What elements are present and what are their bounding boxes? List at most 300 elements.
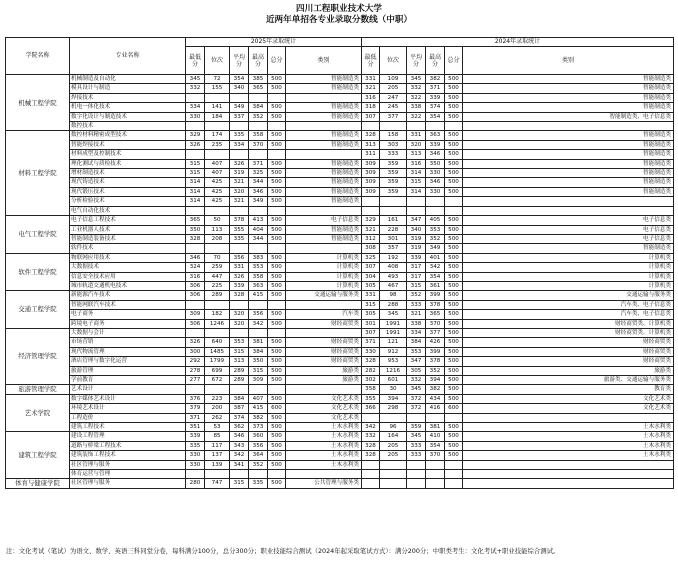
score-cell: 319 <box>230 169 249 178</box>
table-row <box>6 187 674 196</box>
score-cell: 347 <box>407 216 426 225</box>
score-cell: 339 <box>426 93 445 102</box>
score-cell: 426 <box>426 338 445 347</box>
category-cell <box>463 122 674 131</box>
score-cell: 363 <box>249 281 268 290</box>
score-cell <box>445 470 463 479</box>
score-cell: 350 <box>249 357 268 366</box>
score-cell <box>205 300 230 309</box>
score-cell: 339 <box>230 281 249 290</box>
score-cell: 500 <box>268 159 286 168</box>
score-cell: 289 <box>230 376 249 385</box>
category-cell: 计算机类 <box>463 263 674 272</box>
category-cell <box>463 413 674 422</box>
table-row <box>6 75 674 84</box>
score-cell <box>445 122 463 131</box>
subheader-2025-3: 最高分 <box>249 47 268 75</box>
score-cell: 98 <box>380 291 407 300</box>
score-cell: 332 <box>362 432 380 441</box>
category-cell <box>463 479 674 488</box>
major-cell: 艺术设计 <box>70 385 186 394</box>
score-cell: 500 <box>445 234 463 243</box>
score-cell <box>249 122 268 131</box>
score-cell: 331 <box>230 263 249 272</box>
category-cell: 文化艺术类 <box>463 394 674 403</box>
score-cell <box>230 206 249 215</box>
score-cell: 330 <box>362 347 380 356</box>
score-cell: 330 <box>426 187 445 196</box>
score-cell: 328 <box>230 291 249 300</box>
score-cell <box>249 300 268 309</box>
category-cell: 智能制造类 <box>463 244 674 253</box>
score-cell: 378 <box>426 300 445 309</box>
score-cell: 346 <box>426 150 445 159</box>
table-row <box>6 272 674 281</box>
score-cell: 309 <box>362 169 380 178</box>
major-cell: 工程造价 <box>70 413 186 422</box>
score-cell: 338 <box>407 319 426 328</box>
score-cell: 320 <box>230 310 249 319</box>
score-cell: 341 <box>230 460 249 469</box>
score-cell: 331 <box>407 131 426 140</box>
score-cell <box>230 150 249 159</box>
score-cell: 289 <box>205 291 230 300</box>
category-cell: 土木水利类 <box>463 441 674 450</box>
score-cell: 356 <box>249 441 268 450</box>
table-row <box>6 291 674 300</box>
score-cell: 355 <box>230 225 249 234</box>
category-cell: 智能制造类 <box>286 178 362 187</box>
score-cell: 500 <box>268 479 286 488</box>
score-cell: 325 <box>249 169 268 178</box>
score-cell: 344 <box>249 178 268 187</box>
score-cell <box>249 244 268 253</box>
score-cell: 315 <box>230 347 249 356</box>
score-cell: 500 <box>445 112 463 121</box>
category-cell: 智能制造类 <box>463 75 674 84</box>
table-row <box>6 84 674 93</box>
score-cell: 500 <box>268 75 286 84</box>
score-cell: 500 <box>445 150 463 159</box>
major-cell: 机械制造及自动化 <box>70 75 186 84</box>
score-cell: 326 <box>230 272 249 281</box>
score-cell: 321 <box>362 225 380 234</box>
score-cell <box>362 460 380 469</box>
major-cell: 电子信息工程技术 <box>70 216 186 225</box>
score-cell <box>380 460 407 469</box>
category-cell: 土木水利类 <box>286 432 362 441</box>
category-cell: 旅游类 <box>286 376 362 385</box>
score-cell: 500 <box>268 103 286 112</box>
score-cell: 317 <box>407 263 426 272</box>
score-cell <box>186 244 205 253</box>
score-cell: 500 <box>445 319 463 328</box>
category-cell: 交通运输与服务类 <box>463 291 674 300</box>
score-cell: 346 <box>186 253 205 262</box>
category-cell: 交通运输与服务类 <box>286 291 362 300</box>
score-cell: 500 <box>445 253 463 262</box>
score-cell: 314 <box>407 169 426 178</box>
score-cell: 372 <box>407 394 426 403</box>
score-cell: 416 <box>426 404 445 413</box>
category-cell: 土木水利类 <box>286 423 362 432</box>
score-cell: 309 <box>362 187 380 196</box>
score-cell: 278 <box>186 366 205 375</box>
score-cell: 137 <box>205 451 230 460</box>
score-cell: 500 <box>268 366 286 375</box>
score-cell: 359 <box>380 178 407 187</box>
score-cell: 500 <box>268 197 286 206</box>
score-cell <box>268 150 286 159</box>
subheader-2025-5: 类别 <box>286 47 362 75</box>
score-cell <box>186 300 205 309</box>
score-cell: 415 <box>249 291 268 300</box>
score-cell <box>230 470 249 479</box>
table-row <box>6 347 674 356</box>
score-cell: 349 <box>230 103 249 112</box>
major-cell: 理化测试与质检技术 <box>70 159 186 168</box>
major-cell: 旅游管理 <box>70 366 186 375</box>
score-cell: 500 <box>445 187 463 196</box>
score-cell: 382 <box>426 75 445 84</box>
score-cell <box>445 413 463 422</box>
score-cell: 334 <box>407 328 426 337</box>
score-cell <box>362 479 380 488</box>
score-cell: 359 <box>380 169 407 178</box>
score-cell <box>407 122 426 131</box>
score-cell: 360 <box>249 432 268 441</box>
score-cell: 332 <box>407 84 426 93</box>
table-row <box>6 253 674 262</box>
header-major: 专业名称 <box>70 38 186 75</box>
table-row <box>6 441 674 450</box>
score-cell: 500 <box>268 423 286 432</box>
college-cell: 经济管理学院 <box>6 328 70 384</box>
major-cell: 智能网联汽车技术 <box>70 300 186 309</box>
score-cell <box>380 122 407 131</box>
score-cell: 346 <box>426 178 445 187</box>
subheader-2025-1: 位次 <box>205 47 230 75</box>
score-cell <box>407 206 426 215</box>
score-cell: 314 <box>407 187 426 196</box>
category-cell: 教育类 <box>463 385 674 394</box>
score-cell <box>230 300 249 309</box>
score-cell: 318 <box>362 103 380 112</box>
score-cell: 259 <box>205 263 230 272</box>
category-cell <box>286 93 362 102</box>
subheader-2024-5: 类别 <box>463 47 674 75</box>
score-cell: 333 <box>407 451 426 460</box>
subheader-2024-1: 位次 <box>380 47 407 75</box>
score-cell <box>268 328 286 337</box>
score-cell <box>230 244 249 253</box>
score-cell: 316 <box>186 272 205 281</box>
category-cell: 智能制造类 <box>463 178 674 187</box>
college-cell: 体育与健康学院 <box>6 479 70 488</box>
major-cell: 工业机器人技术 <box>70 225 186 234</box>
score-cell: 314 <box>186 178 205 187</box>
score-cell: 328 <box>362 441 380 450</box>
score-cell: 467 <box>380 281 407 290</box>
score-cell: 330 <box>186 451 205 460</box>
major-cell: 大数据与会计 <box>70 328 186 337</box>
header-year-2025: 2025年录取统计 <box>186 38 362 47</box>
table-row <box>6 225 674 234</box>
score-cell: 415 <box>249 404 268 413</box>
score-cell: 361 <box>426 281 445 290</box>
category-cell: 文化艺术类 <box>286 413 362 422</box>
college-cell: 软件工程学院 <box>6 253 70 291</box>
score-cell: 309 <box>249 376 268 385</box>
major-cell: 智能制造装备技术 <box>70 234 186 243</box>
score-cell: 315 <box>249 366 268 375</box>
score-cell: 320 <box>230 319 249 328</box>
score-cell: 374 <box>230 413 249 422</box>
score-cell: 407 <box>249 394 268 403</box>
score-cell: 405 <box>426 216 445 225</box>
score-cell: 500 <box>268 253 286 262</box>
category-cell: 电子信息类 <box>463 234 674 243</box>
category-cell <box>286 385 362 394</box>
category-cell: 智能制造类 <box>463 131 674 140</box>
score-cell <box>426 122 445 131</box>
score-cell: 305 <box>362 310 380 319</box>
score-cell <box>407 470 426 479</box>
score-cell: 401 <box>426 253 445 262</box>
score-cell: 385 <box>249 75 268 84</box>
subheader-2024-0: 最低分 <box>362 47 380 75</box>
category-cell: 土木水利类 <box>463 432 674 441</box>
category-cell: 智能制造类 <box>286 225 362 234</box>
category-cell: 智能制造类 <box>286 75 362 84</box>
score-cell: 1991 <box>380 328 407 337</box>
score-cell: 337 <box>230 112 249 121</box>
score-cell: 363 <box>426 131 445 140</box>
score-cell: 349 <box>249 197 268 206</box>
score-cell: 352 <box>249 460 268 469</box>
score-cell: 325 <box>362 253 380 262</box>
major-cell: 分析检验技术 <box>70 197 186 206</box>
score-cell: 292 <box>186 357 205 366</box>
score-cell: 326 <box>230 159 249 168</box>
score-cell <box>426 206 445 215</box>
score-cell: 345 <box>407 385 426 394</box>
college-cell: 机械工程学院 <box>6 75 70 131</box>
score-cell: 359 <box>407 423 426 432</box>
score-cell: 350 <box>186 225 205 234</box>
score-cell: 370 <box>249 140 268 149</box>
score-cell: 306 <box>186 281 205 290</box>
score-cell <box>407 413 426 422</box>
score-cell: 364 <box>249 451 268 460</box>
score-cell <box>186 150 205 159</box>
score-cell: 344 <box>249 234 268 243</box>
score-cell: 313 <box>362 140 380 149</box>
footnote: 注：文化考试（笔试）为语文、数学、英语三科同堂分卷，每科满分100分，总分300分；职业技能综合测试（2024年起采取笔试方式）：满分200分；中职类考生：文化考试+职业技能综合测试。 <box>6 547 560 555</box>
score-cell <box>186 328 205 337</box>
score-cell: 500 <box>445 140 463 149</box>
category-cell: 智能制造类 <box>286 103 362 112</box>
score-cell: 354 <box>426 272 445 281</box>
major-cell: 信息安全技术应用 <box>70 272 186 281</box>
score-cell: 352 <box>426 234 445 243</box>
category-cell: 电子信息类 <box>463 216 674 225</box>
score-cell: 322 <box>407 93 426 102</box>
table-row <box>6 159 674 168</box>
score-cell: 301 <box>362 319 380 328</box>
score-cell <box>205 470 230 479</box>
score-cell: 371 <box>249 159 268 168</box>
score-cell: 365 <box>426 310 445 319</box>
major-cell: 建设工程管理 <box>70 432 186 441</box>
score-cell: 282 <box>362 366 380 375</box>
table-row <box>6 376 674 385</box>
category-cell: 智能制造类 <box>286 169 362 178</box>
score-cell: 315 <box>186 169 205 178</box>
score-cell <box>380 413 407 422</box>
score-cell: 1216 <box>380 366 407 375</box>
category-cell <box>463 470 674 479</box>
score-cell: 500 <box>268 263 286 272</box>
major-cell: 数字媒体艺术设计 <box>70 394 186 403</box>
score-cell: 351 <box>186 423 205 432</box>
score-cell: 500 <box>268 451 286 460</box>
score-cell: 315 <box>230 479 249 488</box>
score-cell: 381 <box>249 338 268 347</box>
score-cell: 331 <box>362 291 380 300</box>
score-cell: 600 <box>268 404 286 413</box>
score-cell <box>230 122 249 131</box>
score-cell: 370 <box>426 319 445 328</box>
score-cell: 345 <box>186 75 205 84</box>
major-cell: 新能源汽车技术 <box>70 291 186 300</box>
category-cell: 文化艺术类 <box>286 394 362 403</box>
major-cell: 软件技术 <box>70 244 186 253</box>
score-cell: 139 <box>205 460 230 469</box>
table-row <box>6 178 674 187</box>
score-cell: 500 <box>445 281 463 290</box>
score-cell: 500 <box>268 376 286 385</box>
score-cell <box>268 470 286 479</box>
table-row <box>6 169 674 178</box>
score-cell: 303 <box>380 140 407 149</box>
category-cell: 电子信息类 <box>463 225 674 234</box>
score-cell: 407 <box>205 169 230 178</box>
table-row <box>6 150 674 159</box>
score-cell: 158 <box>380 131 407 140</box>
score-cell <box>362 197 380 206</box>
score-cell: 500 <box>445 169 463 178</box>
score-cell: 340 <box>407 225 426 234</box>
college-cell: 电气工程学院 <box>6 216 70 254</box>
category-cell: 土木水利类 <box>463 451 674 460</box>
score-cell: 352 <box>249 112 268 121</box>
score-cell: 362 <box>230 423 249 432</box>
category-cell: 文化艺术类 <box>286 404 362 413</box>
table-row <box>6 357 674 366</box>
table-row <box>6 451 674 460</box>
score-cell: 141 <box>205 103 230 112</box>
score-cell <box>249 93 268 102</box>
score-cell: 500 <box>445 423 463 432</box>
score-cell <box>268 385 286 394</box>
score-cell: 366 <box>362 404 380 413</box>
category-cell: 汽车类 <box>286 310 362 319</box>
score-cell <box>186 122 205 131</box>
major-cell: 市场营销 <box>70 338 186 347</box>
category-cell: 智能制造类 <box>286 197 362 206</box>
score-cell: 370 <box>426 451 445 460</box>
college-cell: 旅游管理学院 <box>6 385 70 394</box>
score-cell: 384 <box>230 394 249 403</box>
score-cell: 500 <box>445 103 463 112</box>
table-row <box>6 338 674 347</box>
score-cell: 306 <box>186 291 205 300</box>
category-cell <box>286 300 362 309</box>
score-cell: 315 <box>407 178 426 187</box>
table-row <box>6 423 674 432</box>
score-cell: 192 <box>380 253 407 262</box>
major-cell: 智能焊接技术 <box>70 140 186 149</box>
score-cell: 500 <box>268 338 286 347</box>
score-cell: 383 <box>249 253 268 262</box>
score-cell: 317 <box>407 272 426 281</box>
score-cell: 289 <box>230 366 249 375</box>
category-cell <box>286 122 362 131</box>
major-cell: 增材制造技术 <box>70 169 186 178</box>
score-cell: 334 <box>186 103 205 112</box>
score-cell: 164 <box>380 432 407 441</box>
category-cell <box>286 150 362 159</box>
table-row <box>6 263 674 272</box>
score-cell: 356 <box>249 310 268 319</box>
score-cell: 338 <box>407 103 426 112</box>
score-cell: 304 <box>362 272 380 281</box>
category-cell: 土木水利类 <box>286 441 362 450</box>
score-cell: 500 <box>445 385 463 394</box>
score-cell <box>186 385 205 394</box>
score-cell: 500 <box>445 272 463 281</box>
score-cell: 345 <box>407 75 426 84</box>
table-row <box>6 244 674 253</box>
score-cell: 394 <box>426 376 445 385</box>
table-row <box>6 112 674 121</box>
table-row <box>6 404 674 413</box>
subheader-2024-2: 平均分 <box>407 47 426 75</box>
header-college: 学院名称 <box>6 38 70 75</box>
table-row <box>6 470 674 479</box>
score-cell <box>205 206 230 215</box>
score-cell: 353 <box>249 263 268 272</box>
score-cell: 316 <box>407 159 426 168</box>
score-cell: 329 <box>186 131 205 140</box>
score-cell: 307 <box>362 263 380 272</box>
category-cell: 财经商贸类 <box>286 347 362 356</box>
category-cell <box>463 206 674 215</box>
score-cell <box>445 479 463 488</box>
score-cell: 307 <box>362 112 380 121</box>
score-cell: 356 <box>230 253 249 262</box>
subheader-2025-2: 平均分 <box>230 47 249 75</box>
score-cell: 305 <box>362 281 380 290</box>
score-cell <box>205 244 230 253</box>
score-cell: 500 <box>268 319 286 328</box>
table-row <box>6 216 674 225</box>
score-cell: 408 <box>380 263 407 272</box>
score-cell: 640 <box>205 338 230 347</box>
score-cell: 358 <box>249 272 268 281</box>
score-cell: 72 <box>205 75 230 84</box>
